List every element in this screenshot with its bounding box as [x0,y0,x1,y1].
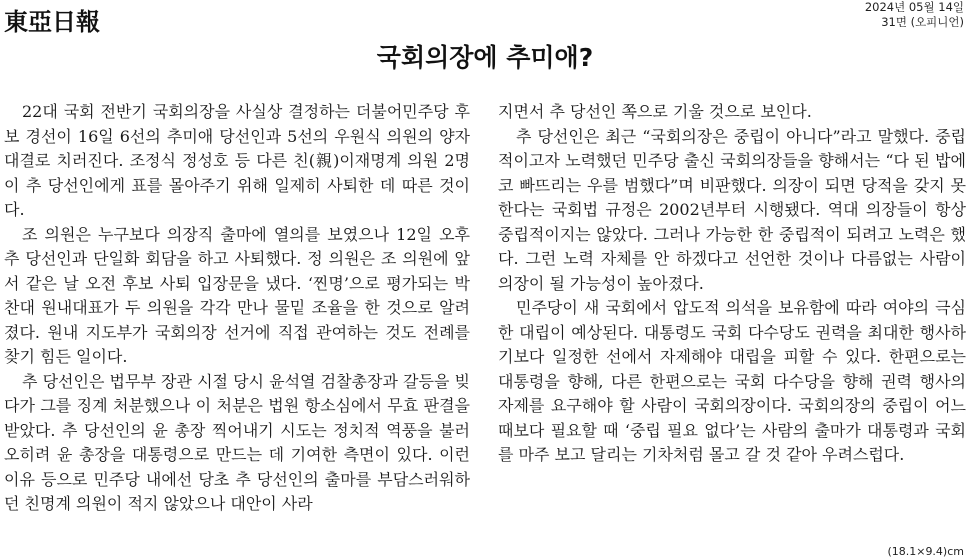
paragraph-continuation: 지면서 추 당선인 쪽으로 기울 것으로 보인다. [498,102,812,121]
paragraph: 민주당이 새 국회에서 압도적 의석을 보유함에 따라 여야의 극심한 대립이 예상된다. 대통령도 국회 다수당도 권력을 최대한 행사하기보다 일정한 선에서 자제해야 대립을 피할 수 있다. 한편으로는 대통령을 향해, 다른 한편으로는 국회 다수당을 향해 권력 행사의 자제를 요구해야 할 사람이 국회의장이다. 국회의장의 중립이 어느 때보다 필요할 때 ‘중립 필요 없다’는 사람의 출마가 대통령과 국회를 마주 보고 달리는 기차처럼 몰고 갈 것 같아 우려스럽다. [498,298,966,464]
publication-meta [865,0,964,30]
publication-date: 2024년 05월 14일 [864,0,964,14]
article-headline: 국회의장에 추미애? [376,43,594,72]
newspaper-logo: 東亞日報 [4,7,100,36]
paragraph: 22대 국회 전반기 국회의장을 사실상 결정하는 더불어민주당 후보 경선이 16일 6선의 추미애 당선인과 5선의 우원식 의원의 양자 대결로 치러진다. 조정식 정성호 등 다른 친(親)이재명계 의원 2명이 추 당선인에게 표를 몰아주기 위해 일제히 사퇴한 데 따른 것이다. [4,102,470,219]
page-section: 31면 (오피니언) [881,15,964,29]
paragraph: 추 당선인은 법무부 장관 시절 당시 윤석열 검찰총장과 갈등을 빚다가 그를 징계 처분했으나 이 처분은 법원 항소심에서 무효 판결을 받았다. 추 당선인의 윤 총장 찍어내기 시도는 정치적 역풍을 불러 오히려 윤 총장을 대통령으로 만드는 데 기여한 측면이 있다. 이런 이유 등으로 민주당 내에선 당초 추 당선인의 출마를 부담스러워하던 친명계 의원이 적지 않았으나 대안이 사라 [4,371,470,513]
article-right-column [498,100,966,468]
paragraph: 추 당선인은 최근 “국회의장은 중립이 아니다”라고 말했다. 중립적이고자 노력했던 민주당 출신 국회의장들을 향해서는 “다 된 밥에 코 빠뜨리는 우를 범했다”며 비판했다. 의장이 되면 당적을 갖지 못한다는 국회법 규정은 2002년부터 시행됐다. 역대 의장들이 항상 중립적이지는 않았다. 그러나 가능한 한 중립적이 되려고 노력은 했다. 그런 노력 자체를 안 하겠다고 선언한 것이나 다름없는 사람이 의장이 될 가능성이 높아졌다. [498,126,966,293]
article-left-column [4,100,470,517]
paragraph: 조 의원은 누구보다 의장직 출마에 열의를 보였으나 12일 오후 추 당선인과 단일화 회담을 하고 사퇴했다. 정 의원은 조 의원에 앞서 같은 날 오전 후보 사퇴 입장문을 냈다. ‘찐명’으로 평가되는 박찬대 원내대표가 두 의원을 각각 만나 물밑 조율을 한 것으로 알려졌다. 원내 지도부가 국회의장 선거에 직접 관여하는 것도 전례를 찾기 힘든 일이다. [4,224,470,366]
clipping-dimensions: (18.1×9.4)cm [887,545,964,558]
